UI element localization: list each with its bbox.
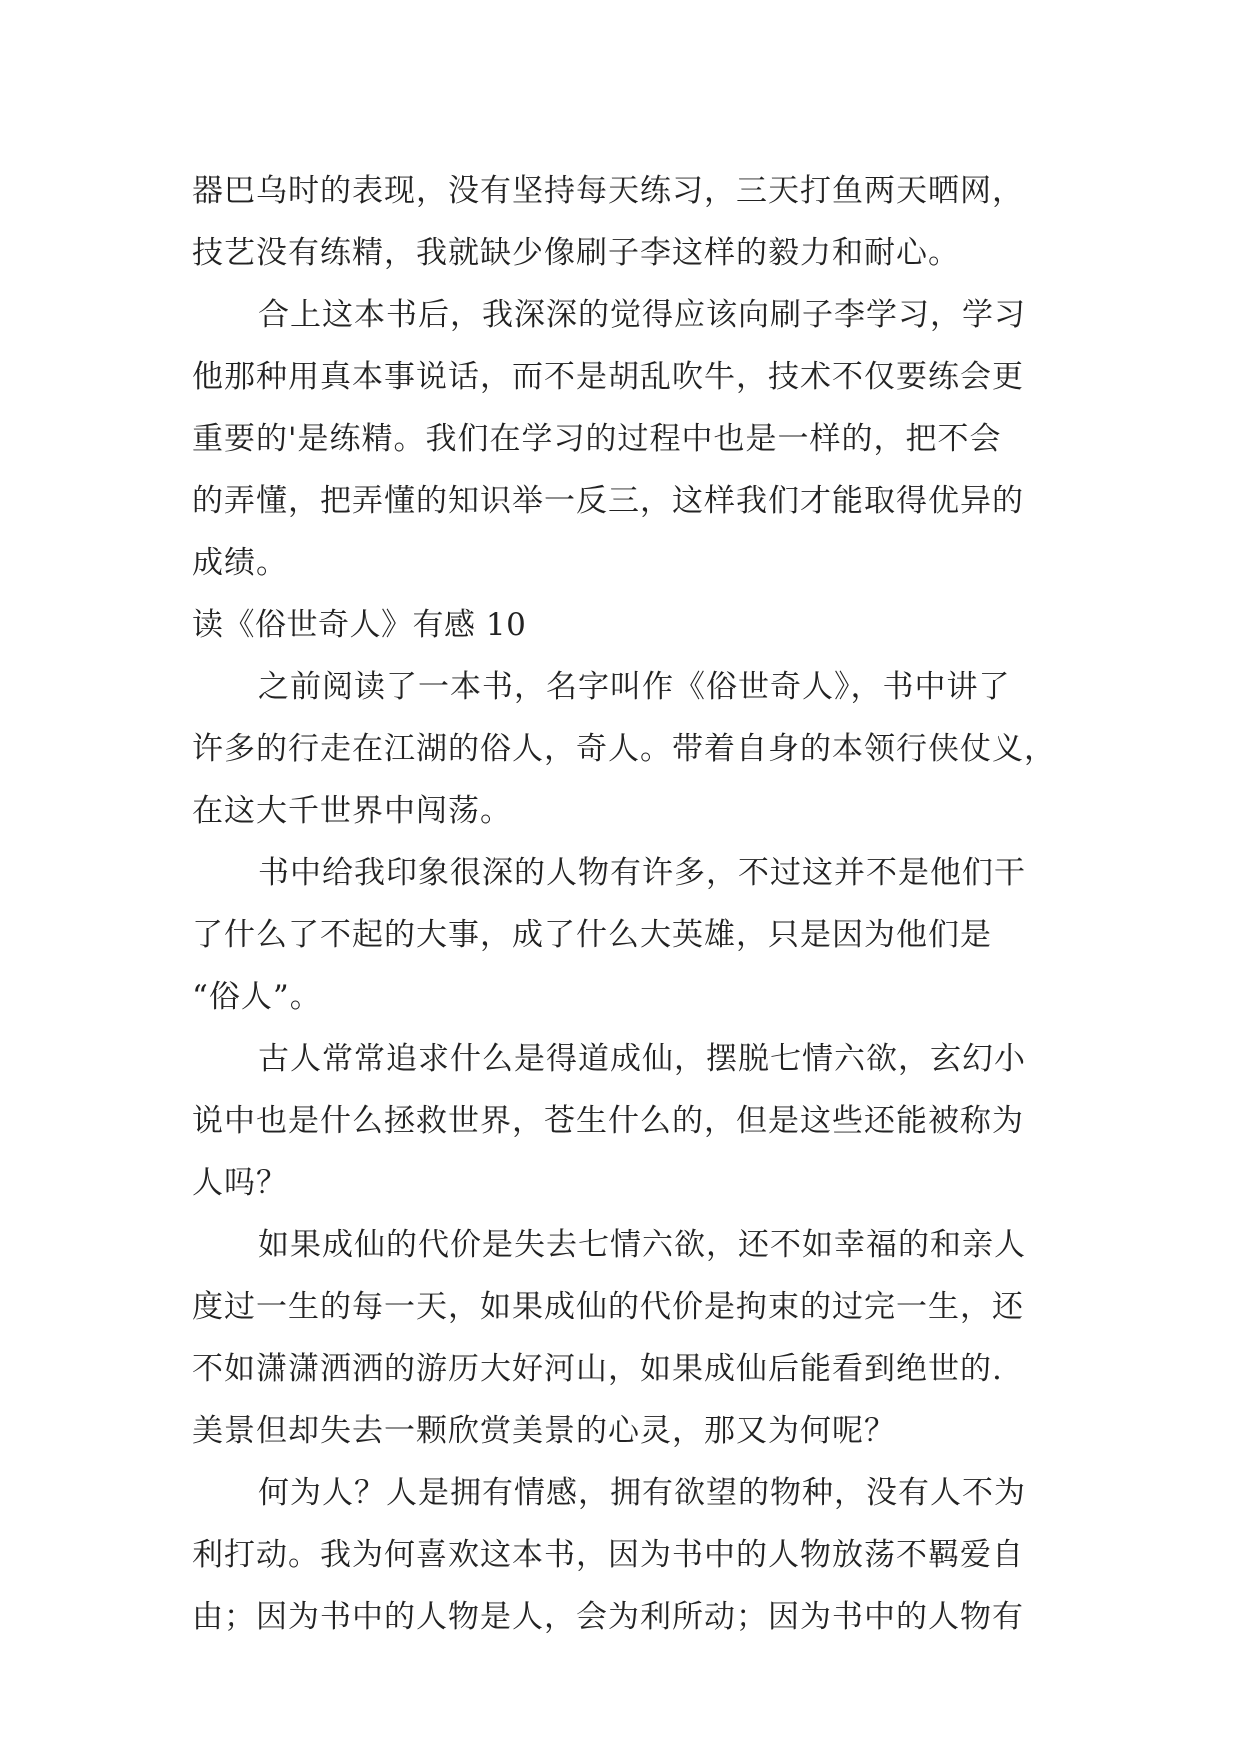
paragraph-intro: [192, 656, 1072, 842]
text-line: 在这大千世界中闯荡。: [192, 793, 512, 829]
section-heading: 读《俗世奇人》有感 10: [192, 607, 527, 643]
text-line: 利打动。我为何喜欢这本书，因为书中的人物放荡不羁爱自: [192, 1537, 1024, 1573]
paragraph-immortal: [192, 1028, 1072, 1214]
document-body: [192, 160, 1072, 1648]
text-line: 技艺没有练精，我就缺少像刷子李这样的毅力和耐心。: [192, 235, 960, 271]
text-line: 重要的'是练精。我们在学习的过程中也是一样的，把不会: [192, 421, 1002, 457]
text-line: 人吗？: [192, 1165, 288, 1201]
text-line: 书中给我印象很深的人物有许多，不过这并不是他们干: [258, 855, 1026, 891]
text-line: 古人常常追求什么是得道成仙，摆脱七情六欲，玄幻小: [258, 1041, 1026, 1077]
text-line: 了什么了不起的大事，成了什么大英雄，只是因为他们是: [192, 917, 992, 953]
text-line: 不如潇潇洒洒的游历大好河山，如果成仙后能看到绝世的.: [192, 1351, 1003, 1387]
text-line: 成绩。: [192, 545, 288, 581]
text-line: 说中也是什么拯救世界，苍生什么的，但是这些还能被称为: [192, 1103, 1024, 1139]
paragraph-price: [192, 1214, 1072, 1462]
text-line: 由；因为书中的人物是人，会为利所动；因为书中的人物有: [192, 1599, 1024, 1635]
text-line: 美景但却失去一颗欣赏美景的心灵，那又为何呢？: [192, 1413, 896, 1449]
text-line: 之前阅读了一本书，名字叫作《俗世奇人》，书中讲了: [258, 669, 1011, 705]
text-line: “俗人”。: [192, 979, 322, 1015]
text-line: 器巴乌时的表现，没有坚持每天练习，三天打鱼两天晒网，: [192, 173, 1024, 209]
text-line: 度过一生的每一天，如果成仙的代价是拘束的过完一生，还: [192, 1289, 1024, 1325]
text-line: 何为人？人是拥有情感，拥有欲望的物种，没有人不为: [258, 1475, 1026, 1511]
text-line: 他那种用真本事说话，而不是胡乱吹牛，技术不仅要练会更: [192, 359, 1024, 395]
text-line: 如果成仙的代价是失去七情六欲，还不如幸福的和亲人: [258, 1227, 1026, 1263]
paragraph-impression: [192, 842, 1072, 1028]
paragraph-human: [192, 1462, 1072, 1648]
paragraph-continuation: [192, 160, 1072, 284]
text-line: 的弄懂，把弄懂的知识举一反三，这样我们才能取得优异的: [192, 483, 1024, 519]
paragraph-conclusion: [192, 284, 1072, 594]
text-line: 许多的行走在江湖的俗人，奇人。带着自身的本领行侠仗义，: [192, 731, 1056, 767]
text-line: 合上这本书后，我深深的觉得应该向刷子李学习，学习: [258, 297, 1026, 333]
